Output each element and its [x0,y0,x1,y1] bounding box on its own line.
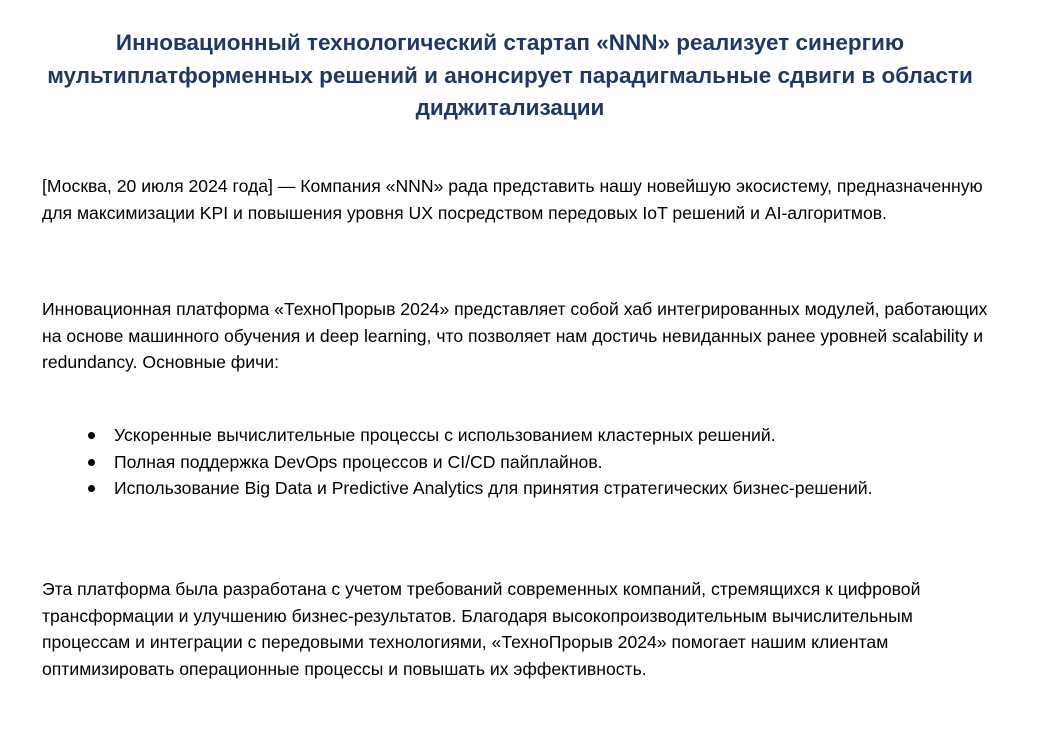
bullet-icon [88,432,95,439]
platform-paragraph: Инновационная платформа «ТехноПрорыв 2024» представляет собой хаб интегрированных модулей, работающих на основе машинного обучения и deep learning, что позволяет нам достичь невиданных ранее уровней scalability и redundancy. Основные фичи: [42,299,988,372]
feature-text: Ускоренные вычислительные процессы с использованием кластерных решений. [114,425,776,445]
feature-text: Полная поддержка DevOps процессов и CI/CD пайплайнов. [114,451,603,472]
list-item [42,422,942,449]
feature-text: Использование Big Data и Predictive Analytics для принятия стратегических бизнес-решений. [114,478,873,498]
list-item [42,475,942,502]
list-item [42,449,942,476]
bullet-icon [88,459,95,466]
features-list [42,422,942,502]
bullet-icon [88,485,95,492]
closing-paragraph: Эта платформа была разработана с учетом требований современных компаний, стремящихся к цифровой трансформации и улучшению бизнес-результатов. Благодаря высокопроизводительным вычислительным процессам и интеграции с передовыми технологиями, «ТехноПрорыв 2024» помогает нашим клиентам оптимизировать операционные процессы и повышать их эффективность. [42,579,921,679]
press-release-title: Инновационный технологический стартап «NNN» реализует синергию мультиплатформенных решений и анонсирует парадигмальные сдвиги в области диджитализации [47,30,973,120]
intro-paragraph: [Москва, 20 июля 2024 года] — Компания «NNN» рада представить нашу новейшую экосистему, предназначенную для максимизации KPI и повышения уровня UX посредством передовых IoT решений и AI-алгоритмов. [42,176,983,223]
